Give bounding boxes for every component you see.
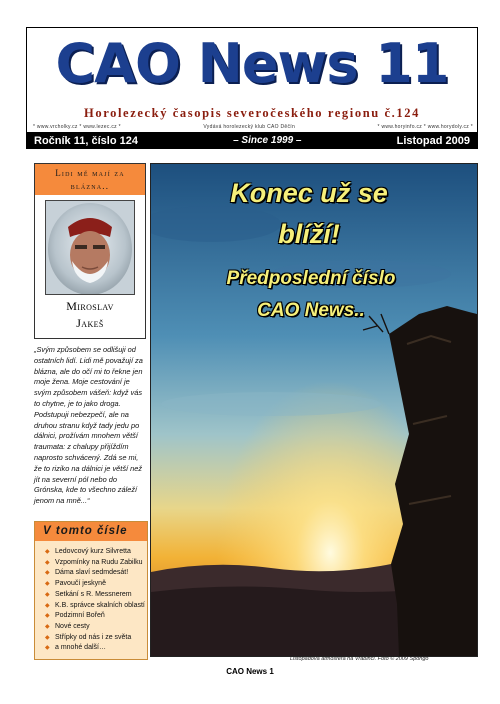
toc-item[interactable]	[45, 590, 147, 601]
table-of-contents	[34, 521, 148, 660]
diamond-bullet-icon: ◆	[45, 602, 50, 609]
subheadline-line2: CAO News..	[257, 300, 365, 321]
toc-item-label: Ledovcový kurz Silvretta	[55, 548, 131, 555]
diamond-bullet-icon: ◆	[45, 645, 50, 652]
toc-item-label: Vzpomínky na Rudu Zabilku	[55, 558, 143, 566]
toc-item[interactable]	[45, 611, 147, 622]
toc-heading: V tomto čísle	[35, 522, 147, 541]
diamond-bullet-icon: ◆	[45, 613, 50, 620]
author-portrait	[45, 200, 135, 295]
author-name	[35, 298, 145, 332]
cover-photo	[150, 163, 478, 657]
diamond-bullet-icon: ◆	[45, 581, 50, 588]
since-label: – Since 1999 –	[233, 135, 302, 146]
masthead-publisher: Vydává horolezecký klub CAO Děčín	[203, 124, 296, 130]
toc-item[interactable]	[45, 547, 147, 558]
masthead	[26, 27, 478, 132]
toc-item[interactable]	[45, 622, 147, 633]
toc-item-label: a mnohé další…	[55, 644, 106, 652]
page-footer: CAO News 1	[226, 667, 274, 676]
toc-item[interactable]	[45, 633, 147, 644]
toc-item-label: Dáma slaví sedmdesát!	[55, 569, 129, 577]
headline-line1: Konec už se	[230, 178, 388, 208]
toc-item[interactable]	[45, 601, 147, 612]
toc-item-label: Střípky od nás i ze světa	[55, 633, 132, 641]
quote-box	[34, 163, 146, 339]
author-last-name: Jakeš	[76, 316, 104, 330]
toc-item-label: Nové cesty	[55, 622, 90, 630]
diamond-bullet-icon: ◆	[45, 623, 50, 630]
subheadline-line1: Předposlední číslo	[226, 268, 396, 289]
author-first-name: Miroslav	[66, 299, 114, 313]
magazine-title: CAO News 11	[55, 32, 449, 95]
diamond-bullet-icon: ◆	[45, 549, 50, 555]
toc-item[interactable]	[45, 643, 147, 654]
diamond-bullet-icon: ◆	[45, 559, 50, 566]
issue-date: Listopad 2009	[396, 134, 470, 147]
portrait-image	[46, 201, 134, 294]
issue-number: Ročník 11, číslo 124	[34, 134, 138, 147]
diamond-bullet-icon: ◆	[45, 591, 50, 598]
issue-info-bar	[26, 132, 478, 149]
magazine-subtitle: Horolezecký časopis severočeského regionu č.124	[84, 106, 420, 120]
diamond-bullet-icon: ◆	[45, 570, 50, 577]
toc-item-label: K.B. správce skalních oblastí	[55, 601, 145, 609]
masthead-links	[33, 124, 473, 130]
toc-item-label: Podzimní Bořeň	[55, 612, 105, 620]
diamond-bullet-icon: ◆	[45, 634, 50, 641]
quote-heading-text: Lidi mě mají za blázna..	[55, 168, 125, 191]
photo-caption: Listopadová atmosféra na Vrabinci. Foto © 2009 Spongo	[290, 656, 429, 662]
masthead-link-left: * www.vrcholky.cz * www.lezec.cz *	[33, 124, 121, 130]
quote-text: „Svým způsobem se odlišuji od ostatních lidí. Lidi mě považují za blázna, ale do očí mi to řekne jen moje žena. Moje cestování je svým způsobem vášeň: když vás to chytne, je to jako droga. Podstupuji nebezpečí, ale na druhou stranu když tady jedu po dálnici, prožívám mnohem větší traumata: z chalupy přijíždím naprosto schvácený. Zdá se mi, že to riziko na dálnici je větší než jít na severní pól nebo do Grónska, kde to všechno záleží jenom na mně...“	[34, 345, 143, 506]
toc-item-label: Setkání s R. Messnerem	[55, 590, 132, 598]
headline-line2: blíží!	[278, 219, 340, 249]
toc-list	[35, 547, 147, 654]
quote-heading	[35, 164, 145, 195]
toc-item[interactable]	[45, 558, 147, 569]
toc-item-label: Pavoučí jeskyně	[55, 580, 106, 588]
toc-item[interactable]	[45, 579, 147, 590]
masthead-link-right: * www.horyinfo.cz * www.horydoly.cz *	[377, 124, 473, 130]
toc-item[interactable]	[45, 568, 147, 579]
